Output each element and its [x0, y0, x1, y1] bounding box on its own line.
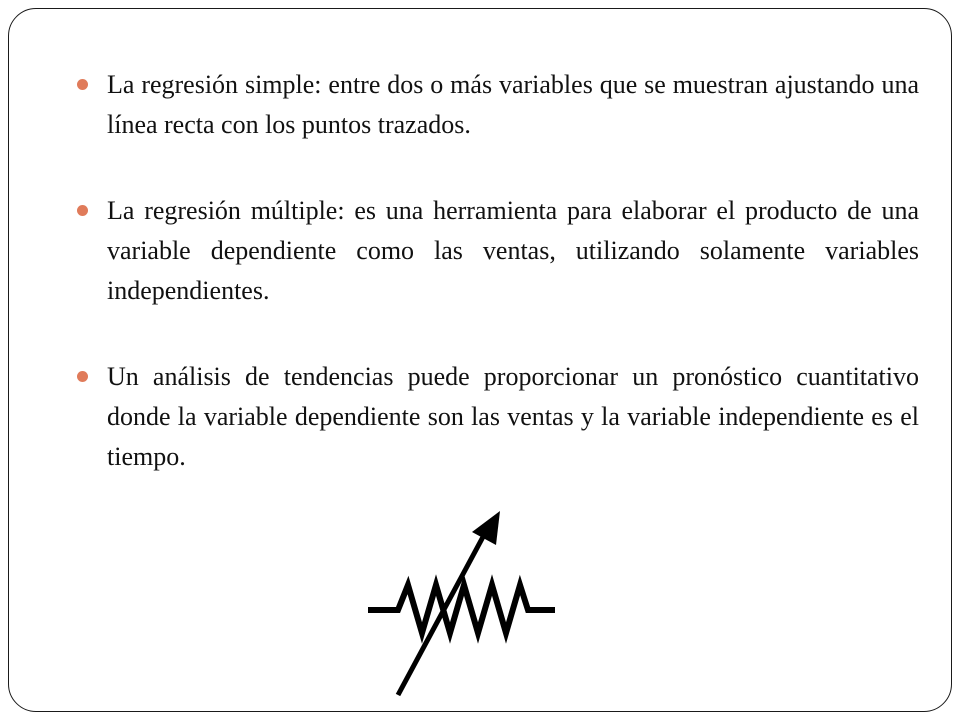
resistor-zigzag [368, 585, 555, 633]
adjust-arrow-head [472, 511, 500, 545]
bullet-dot-icon [77, 205, 88, 216]
bullet-item-multiple-regression [73, 191, 919, 311]
bullet-text: Un análisis de tendencias puede proporcionar un pronóstico cuantitativo donde la variable dependiente son las ventas y la variable independiente es el tiempo. [107, 362, 919, 471]
bullet-item-trend-analysis [73, 357, 919, 477]
bullet-dot-icon [77, 371, 88, 382]
variable-resistor-icon [360, 505, 570, 705]
bullet-text: La regresión simple: entre dos o más variables que se muestran ajustando una línea recta con los puntos trazados. [107, 70, 919, 139]
bullet-dot-icon [77, 79, 88, 90]
bullet-item-simple-regression [73, 65, 919, 145]
bullet-text: La regresión múltiple: es una herramienta para elaborar el producto de una variable dependiente como las ventas, utilizando solamente variables independientes. [107, 196, 919, 305]
bullet-list [73, 65, 919, 477]
